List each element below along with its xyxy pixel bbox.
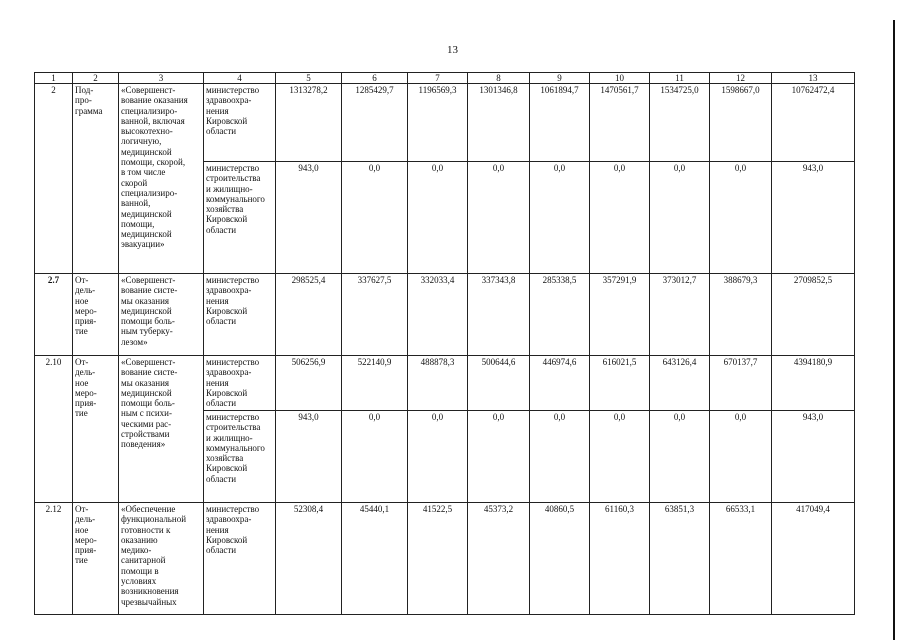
- row-executor-line: области: [206, 545, 237, 556]
- value-cell: 0,0: [530, 162, 590, 274]
- row-executor-line: нения: [206, 377, 229, 388]
- row-level-line: дель-: [75, 514, 96, 525]
- value-cell: 488878,3: [408, 356, 468, 411]
- row-name-line: помощи боль-: [121, 398, 175, 409]
- row-executor-line: хозяйства: [206, 453, 244, 464]
- value-cell: 10762472,4: [772, 84, 855, 162]
- row-executor-line: и жилищно-: [206, 183, 253, 194]
- value-cell: 0,0: [650, 411, 710, 503]
- row-name-line: чрезвычайных: [121, 596, 177, 607]
- row-name-line: лезом»: [121, 336, 148, 347]
- value-cell: 1285429,7: [342, 84, 408, 162]
- value-cell: 417049,4: [772, 503, 855, 615]
- value-cell: 0,0: [408, 162, 468, 274]
- row-level-line: меро-: [75, 534, 97, 545]
- row-level-line: ное: [75, 295, 89, 306]
- row-executor: [204, 84, 276, 162]
- value-cell: 41522,5: [408, 503, 468, 615]
- row-code: 2.7: [35, 274, 73, 356]
- value-cell: 0,0: [408, 411, 468, 503]
- value-cell: 1196569,3: [408, 84, 468, 162]
- row-name: [119, 356, 204, 503]
- value-cell: 373012,7: [650, 274, 710, 356]
- row-name-line: медицинской: [121, 229, 172, 240]
- value-cell: 285338,5: [530, 274, 590, 356]
- row-executor-line: Кировской: [206, 305, 248, 316]
- value-cell: 0,0: [590, 411, 650, 503]
- value-cell: 446974,6: [530, 356, 590, 411]
- row-name-line: логичную,: [121, 136, 162, 147]
- value-cell: 943,0: [276, 411, 342, 503]
- row-name-line: в том числе: [121, 167, 166, 178]
- column-header: 11: [650, 73, 710, 84]
- row-level-line: тие: [75, 408, 88, 419]
- value-cell: 40860,5: [530, 503, 590, 615]
- row-name-line: ным с психи-: [121, 408, 172, 419]
- row-name-line: медико-: [121, 545, 152, 556]
- row-executor-line: области: [206, 224, 237, 235]
- row-name-line: вование систе-: [121, 285, 178, 296]
- value-cell: 1470561,7: [590, 84, 650, 162]
- row-executor-line: здравоохра-: [206, 95, 252, 106]
- row-executor-line: Кировской: [206, 214, 248, 225]
- row-executor: [204, 356, 276, 411]
- row-name-line: оказанию: [121, 534, 158, 545]
- row-level-line: про-: [75, 95, 92, 106]
- row-level-line: прия-: [75, 316, 97, 327]
- row-level: [73, 84, 119, 274]
- row-level: [73, 356, 119, 503]
- row-code: 2.12: [35, 503, 73, 615]
- value-cell: 298525,4: [276, 274, 342, 356]
- value-cell: 0,0: [342, 411, 408, 503]
- column-header: 10: [590, 73, 650, 84]
- row-name-line: помощи, скорой,: [121, 157, 186, 168]
- row-name-line: медицинской: [121, 387, 172, 398]
- row-code: 2.10: [35, 356, 73, 503]
- row-executor-line: министерство: [206, 85, 260, 95]
- row-executor-line: области: [206, 126, 237, 137]
- row-executor-line: здравоохра-: [206, 514, 252, 525]
- row-name-line: вование систе-: [121, 367, 178, 378]
- row-name-line: мы оказания: [121, 377, 170, 388]
- table-row: [35, 274, 855, 356]
- column-header: 7: [408, 73, 468, 84]
- row-name-line: специализиро-: [121, 187, 178, 198]
- value-cell: 52308,4: [276, 503, 342, 615]
- value-cell: 1534725,0: [650, 84, 710, 162]
- row-level: [73, 274, 119, 356]
- row-name-line: стройствами: [121, 429, 170, 440]
- row-name-line: поведения»: [121, 439, 166, 450]
- column-header: 8: [468, 73, 530, 84]
- row-name-line: возникновения: [121, 586, 179, 597]
- row-name-line: высокотехно-: [121, 126, 173, 137]
- row-name: [119, 503, 204, 615]
- value-cell: 0,0: [590, 162, 650, 274]
- row-executor-line: строительства: [206, 422, 261, 433]
- row-level: [73, 503, 119, 615]
- row-name-line: ным туберку-: [121, 326, 173, 337]
- value-cell: 337343,8: [468, 274, 530, 356]
- row-executor-line: министерство: [206, 163, 260, 173]
- row-level-line: прия-: [75, 398, 97, 409]
- row-level-line: Под-: [75, 85, 94, 95]
- row-executor-line: хозяйства: [206, 204, 244, 215]
- page-edge-line: [893, 20, 895, 640]
- value-cell: 45440,1: [342, 503, 408, 615]
- row-level-line: тие: [75, 326, 88, 337]
- row-level-line: ное: [75, 524, 89, 535]
- value-cell: 1301346,8: [468, 84, 530, 162]
- row-name-line: «Совершенст-: [121, 85, 176, 95]
- column-header: 3: [119, 73, 204, 84]
- value-cell: 0,0: [710, 162, 772, 274]
- row-executor-line: министерство: [206, 275, 260, 285]
- row-executor-line: здравоохра-: [206, 367, 252, 378]
- row-name-line: условиях: [121, 576, 157, 587]
- column-header: 1: [35, 73, 73, 84]
- column-header: 4: [204, 73, 276, 84]
- value-cell: 0,0: [468, 411, 530, 503]
- row-name-line: ванной,: [121, 198, 151, 209]
- row-level-line: дель-: [75, 367, 96, 378]
- row-level-line: дель-: [75, 285, 96, 296]
- value-cell: 643126,4: [650, 356, 710, 411]
- row-executor-line: строительства: [206, 173, 261, 184]
- value-cell: 1313278,2: [276, 84, 342, 162]
- column-header: 12: [710, 73, 772, 84]
- row-name-line: вование оказания: [121, 95, 188, 106]
- row-executor-line: и жилищно-: [206, 432, 253, 443]
- value-cell: 63851,3: [650, 503, 710, 615]
- column-header: 6: [342, 73, 408, 84]
- page-number: 13: [447, 44, 458, 56]
- column-header: 9: [530, 73, 590, 84]
- row-executor-line: нения: [206, 295, 229, 306]
- table-row: [35, 84, 855, 162]
- table-row: [35, 503, 855, 615]
- row-name-line: ческими рас-: [121, 418, 172, 429]
- row-level-line: ное: [75, 377, 89, 388]
- row-name-line: помощи в: [121, 565, 159, 576]
- value-cell: 0,0: [468, 162, 530, 274]
- row-name-line: «Совершенст-: [121, 357, 176, 367]
- row-level-line: От-: [75, 357, 89, 367]
- row-name: [119, 274, 204, 356]
- row-name-line: санитарной: [121, 555, 166, 566]
- row-executor-line: Кировской: [206, 115, 248, 126]
- row-executor-line: здравоохра-: [206, 285, 252, 296]
- row-executor: [204, 274, 276, 356]
- column-header: 5: [276, 73, 342, 84]
- row-name-line: эвакуации»: [121, 239, 165, 250]
- row-executor-line: коммунального: [206, 193, 265, 204]
- row-name-line: функциональной: [121, 514, 187, 525]
- row-executor-line: области: [206, 316, 237, 327]
- row-name-line: «Обеспечение: [121, 504, 176, 514]
- row-executor-line: министерство: [206, 357, 260, 367]
- row-name-line: специализиро-: [121, 105, 178, 116]
- row-executor-line: нения: [206, 524, 229, 535]
- row-executor: [204, 162, 276, 274]
- column-header: 2: [73, 73, 119, 84]
- value-cell: 0,0: [710, 411, 772, 503]
- value-cell: 670137,7: [710, 356, 772, 411]
- value-cell: 500644,6: [468, 356, 530, 411]
- row-level-line: грамма: [75, 105, 103, 116]
- row-executor-line: Кировской: [206, 463, 248, 474]
- row-level-line: прия-: [75, 545, 97, 556]
- row-level-line: меро-: [75, 387, 97, 398]
- row-name-line: медицинской: [121, 305, 172, 316]
- value-cell: 1598667,0: [710, 84, 772, 162]
- value-cell: 45373,2: [468, 503, 530, 615]
- value-cell: 1061894,7: [530, 84, 590, 162]
- row-executor-line: области: [206, 398, 237, 409]
- value-cell: 943,0: [772, 411, 855, 503]
- row-name-line: помощи,: [121, 218, 155, 229]
- value-cell: 4394180,9: [772, 356, 855, 411]
- value-cell: 0,0: [530, 411, 590, 503]
- row-executor-line: области: [206, 473, 237, 484]
- row-name-line: помощи боль-: [121, 316, 175, 327]
- value-cell: 357291,9: [590, 274, 650, 356]
- row-executor-line: нения: [206, 105, 229, 116]
- value-cell: 337627,5: [342, 274, 408, 356]
- row-name-line: мы оказания: [121, 295, 170, 306]
- row-executor-line: коммунального: [206, 442, 265, 453]
- row-name-line: скорой: [121, 177, 148, 188]
- value-cell: 66533,1: [710, 503, 772, 615]
- value-cell: 506256,9: [276, 356, 342, 411]
- table-row: [35, 356, 855, 411]
- value-cell: 522140,9: [342, 356, 408, 411]
- row-name-line: готовности к: [121, 524, 171, 535]
- row-level-line: От-: [75, 504, 89, 514]
- header-row: [35, 73, 855, 84]
- value-cell: 61160,3: [590, 503, 650, 615]
- row-executor-line: Кировской: [206, 534, 248, 545]
- row-level-line: меро-: [75, 305, 97, 316]
- value-cell: 332033,4: [408, 274, 468, 356]
- value-cell: 0,0: [342, 162, 408, 274]
- row-name: [119, 84, 204, 274]
- row-name-line: медицинской: [121, 146, 172, 157]
- value-cell: 0,0: [650, 162, 710, 274]
- value-cell: 388679,3: [710, 274, 772, 356]
- row-executor-line: министерство: [206, 412, 260, 422]
- row-level-line: тие: [75, 555, 88, 566]
- row-level-line: От-: [75, 275, 89, 285]
- row-name-line: медицинской: [121, 208, 172, 219]
- value-cell: 943,0: [276, 162, 342, 274]
- row-executor: [204, 503, 276, 615]
- column-header: 13: [772, 73, 855, 84]
- row-executor-line: Кировской: [206, 387, 248, 398]
- value-cell: 616021,5: [590, 356, 650, 411]
- budget-table: [34, 72, 855, 615]
- row-name-line: «Совершенст-: [121, 275, 176, 285]
- row-executor-line: министерство: [206, 504, 260, 514]
- value-cell: 943,0: [772, 162, 855, 274]
- row-code: 2: [35, 84, 73, 274]
- row-executor: [204, 411, 276, 503]
- row-name-line: ванной, включая: [121, 115, 185, 126]
- value-cell: 2709852,5: [772, 274, 855, 356]
